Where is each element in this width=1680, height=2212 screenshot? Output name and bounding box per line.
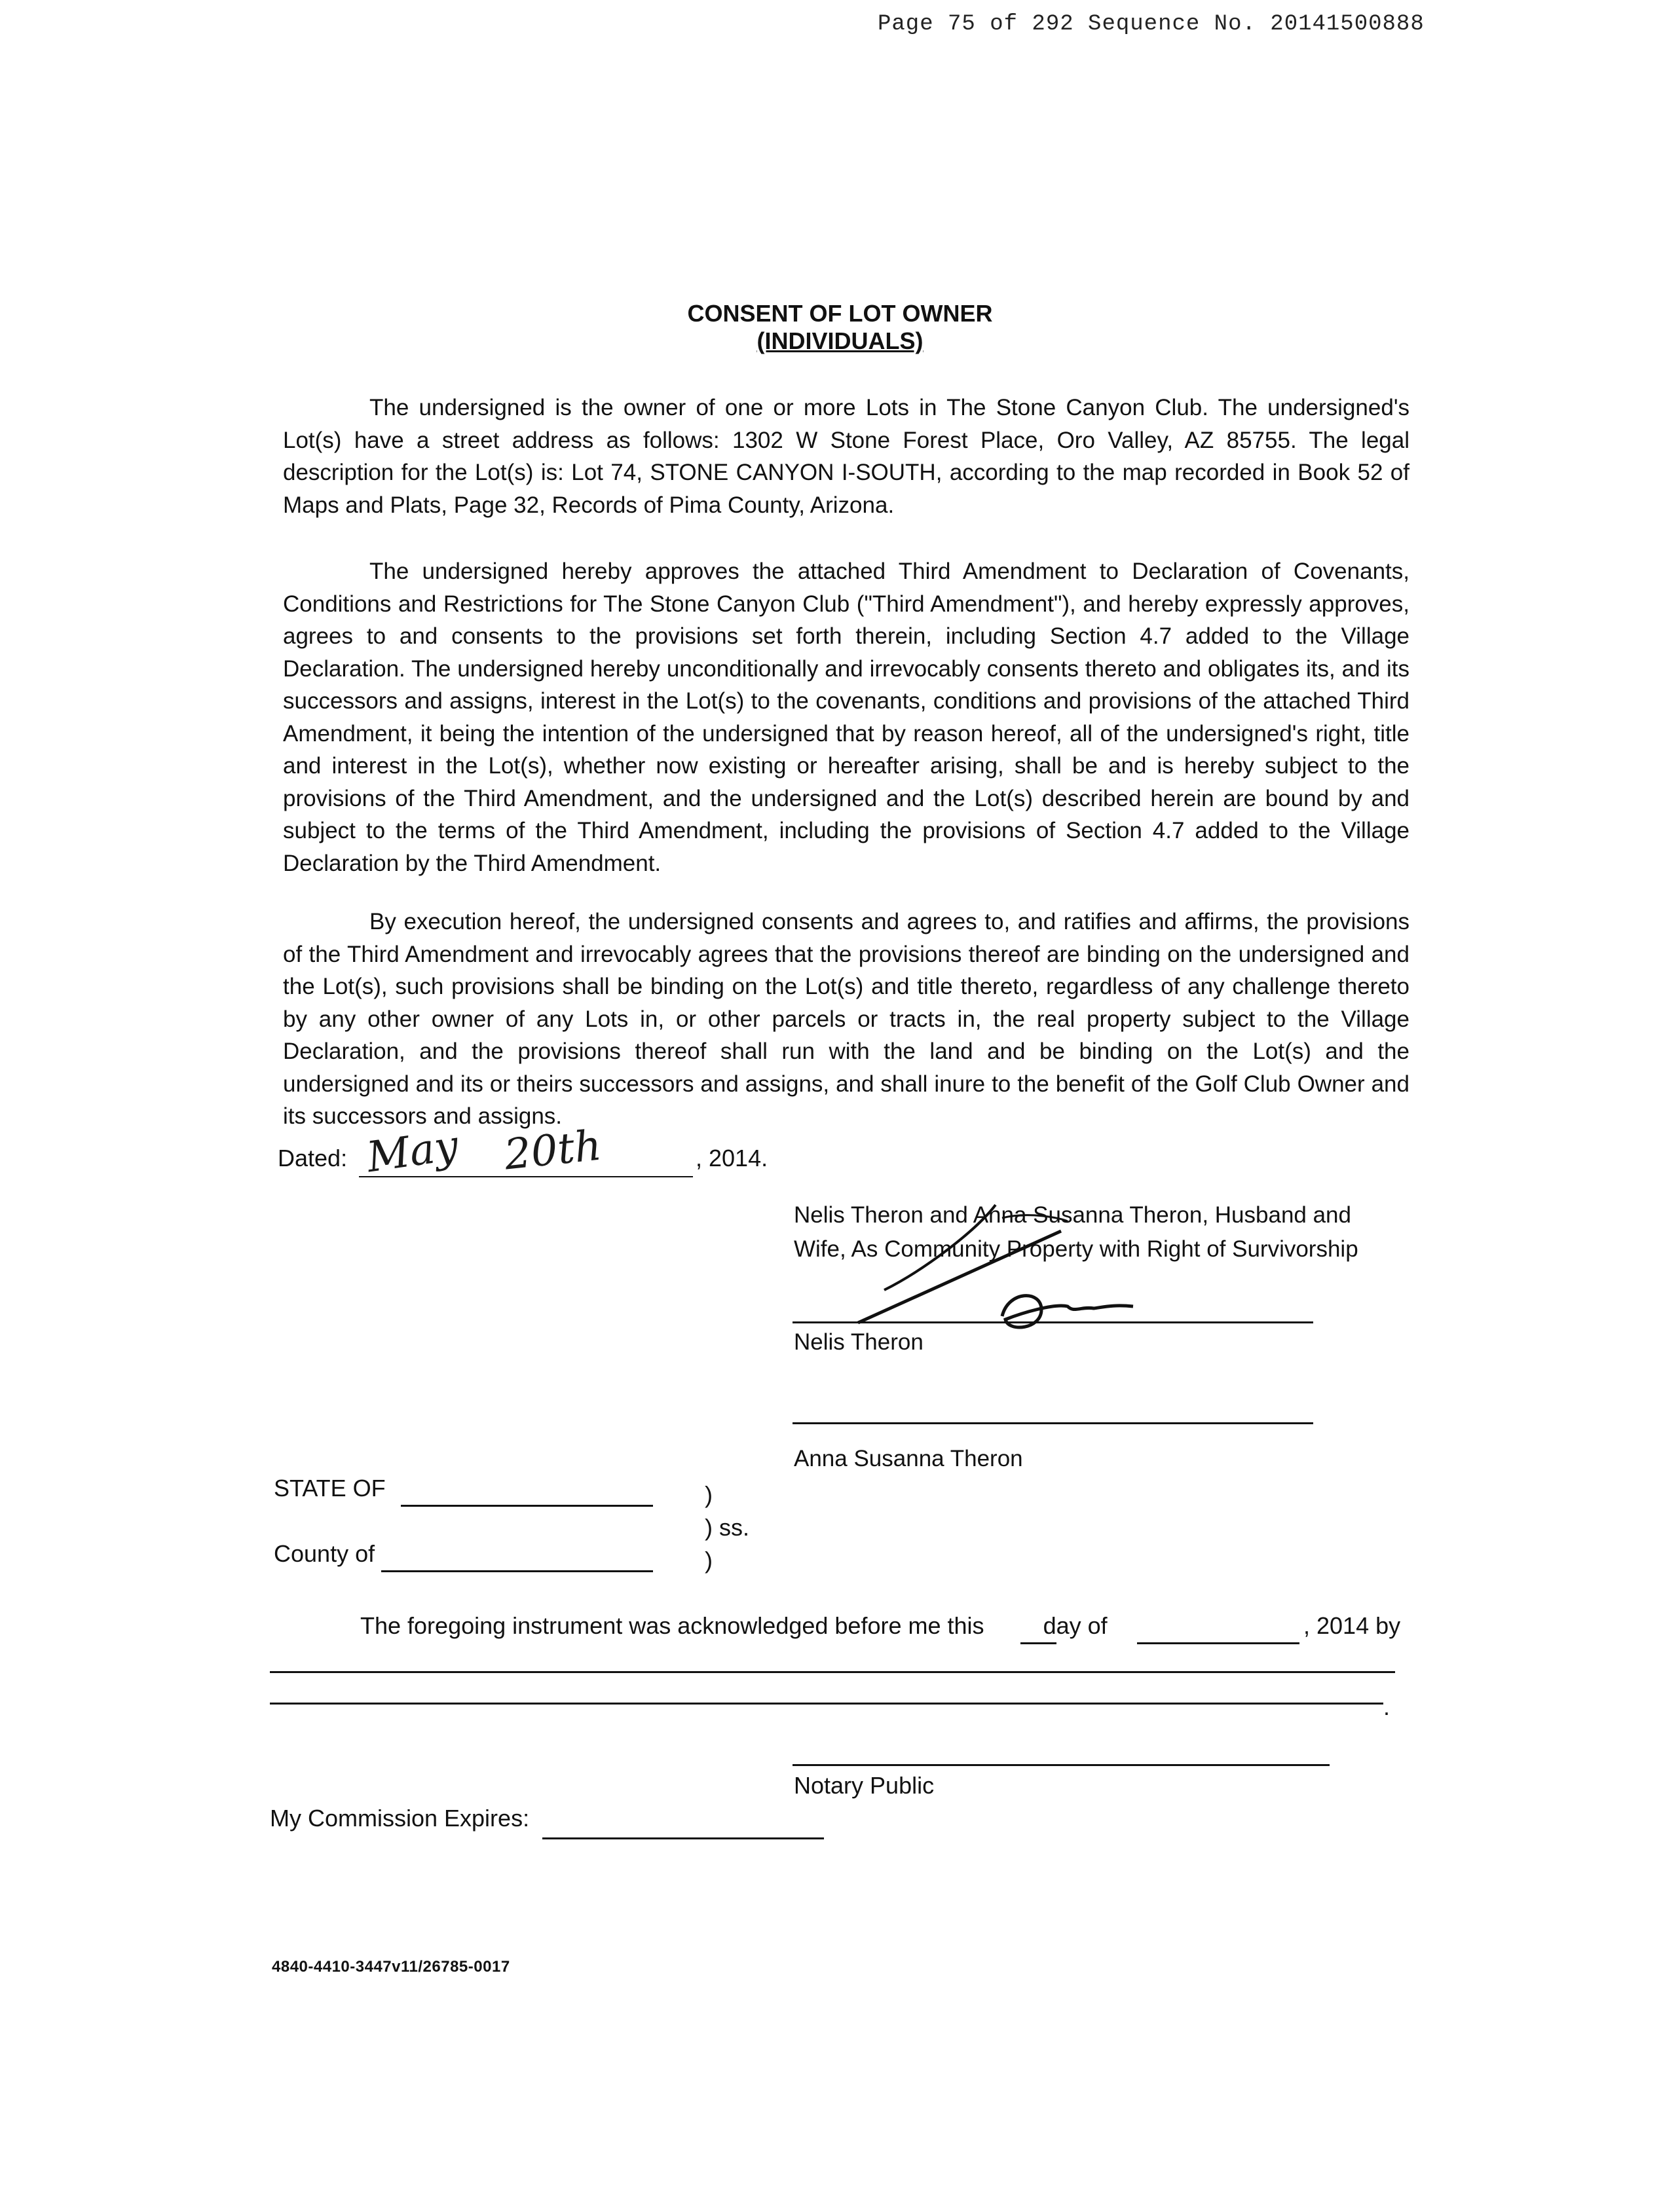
- acknowledgment-year: , 2014 by: [1303, 1612, 1401, 1639]
- state-blank-line: [401, 1505, 653, 1507]
- dated-year: , 2014.: [696, 1145, 768, 1171]
- paragraph-ownership: [283, 392, 1409, 521]
- signature-stroke-top: [1002, 1215, 1068, 1221]
- signer-name-nelis: Nelis Theron: [794, 1329, 924, 1355]
- county-label: County of: [274, 1540, 375, 1567]
- document-id-footer: 4840-4410-3447v11/26785-0017: [272, 1958, 510, 1976]
- owner-names-line2: Wife, As Community Property with Right of Survivorship: [794, 1236, 1358, 1262]
- signature-stroke-diagonal: [858, 1231, 1061, 1323]
- commission-expires-label: My Commission Expires:: [270, 1805, 530, 1832]
- acknowledgment-day-line: [1020, 1642, 1056, 1644]
- paragraph-ownership-text: The undersigned is the owner of one or more Lots in The Stone Canyon Club. The undersigned's Lot(s) have a street address as follows: 1302 W Stone Forest Place, Oro Valley, AZ 85755. The legal description for the Lot(s) is: Lot 74, STONE CANYON I-SOUTH, according to the map recorded in Book 52 of Maps and Plats, Page 32, Records of Pima County, Arizona.: [283, 395, 1409, 518]
- handwritten-day: 20th: [502, 1121, 604, 1180]
- notary-public-label: Notary Public: [794, 1772, 935, 1799]
- acknowledgment-text: [360, 1612, 1108, 1640]
- commission-expires-line: [542, 1837, 824, 1839]
- paragraph-execution: [283, 906, 1409, 1133]
- acknowledgment-period: .: [1383, 1693, 1391, 1720]
- owner-names-line1: Nelis Theron and Anna Susanna Theron, Husband and: [794, 1202, 1351, 1228]
- paragraph-approval-text: The undersigned hereby approves the attached Third Amendment to Declaration of Covenants, Conditions and Restrictions for The Stone Canyon Club ("Third Amendment"), and hereby expressly approves, agrees to and consents to the provisions set forth therein, including Section 4.7 added to the Village Declaration. The undersigned hereby unconditionally and irrevocably consents thereto and obligates its, and its successors and assigns, interest in the Lot(s) to the covenants, conditions and provisions of the attached Third Amendment, it being the intention of the undersigned that by reason hereof, all of the undersigned's right, title and interest in the Lot(s), whether now existing or hereafter arising, shall be and is hereby subject to the provisions of the Third Amendment, and the undersigned and the Lot(s) described herein are bound by and subject to the terms of the Third Amendment, including the provisions of Section 4.7 added to the Village Declaration by the Third Amendment.: [283, 559, 1409, 876]
- county-blank-line: [381, 1570, 653, 1572]
- handwritten-month: May: [364, 1121, 462, 1183]
- signature-line-anna: [793, 1422, 1313, 1424]
- acknowledgment-name-line-2: [270, 1703, 1383, 1705]
- state-label: STATE OF: [274, 1475, 386, 1502]
- document-subtitle: (INDIVIDUALS): [756, 327, 924, 354]
- venue-paren-bottom: ): [705, 1547, 713, 1574]
- signature-stroke-upper: [884, 1205, 996, 1290]
- venue-paren-ss: ) ss.: [705, 1514, 749, 1541]
- signer-name-anna: Anna Susanna Theron: [794, 1446, 1023, 1471]
- acknowledgment-month-line: [1137, 1642, 1299, 1644]
- paragraph-execution-text: By execution hereof, the undersigned consents and agrees to, and ratifies and affirms, the provisions of the Third Amendment and irrevocably agrees that the provisions thereof are binding on the undersigned and the Lot(s), such provisions shall be binding on the Lot(s) and title thereto, regardless of any challenge thereto by any other owner of any Lots in, or other parcels or tracts in, the real property subject to the Village Declaration, and the provisions thereof shall run with the land and be binding on the Lot(s) and the undersigned and its or theirs successors and assigns, and shall inure to the benefit of the Golf Club Owner and its successors and assigns.: [283, 909, 1409, 1129]
- acknowledgment-name-line-1: [270, 1671, 1395, 1673]
- page-sequence-header: Page 75 of 292 Sequence No. 20141500888: [878, 12, 1425, 37]
- signature-line-nelis: [793, 1321, 1313, 1323]
- document-title: CONSENT OF LOT OWNER: [687, 300, 993, 327]
- acknowledgment-text-start: The foregoing instrument was acknowledged before me this: [360, 1612, 984, 1639]
- handwritten-signature: [845, 1192, 1185, 1342]
- venue-paren-top: ): [705, 1481, 713, 1508]
- paragraph-approval: [283, 555, 1409, 879]
- dated-label: Dated:: [278, 1145, 348, 1171]
- acknowledgment-day-label: day of: [1043, 1612, 1108, 1639]
- notary-signature-line: [793, 1764, 1330, 1766]
